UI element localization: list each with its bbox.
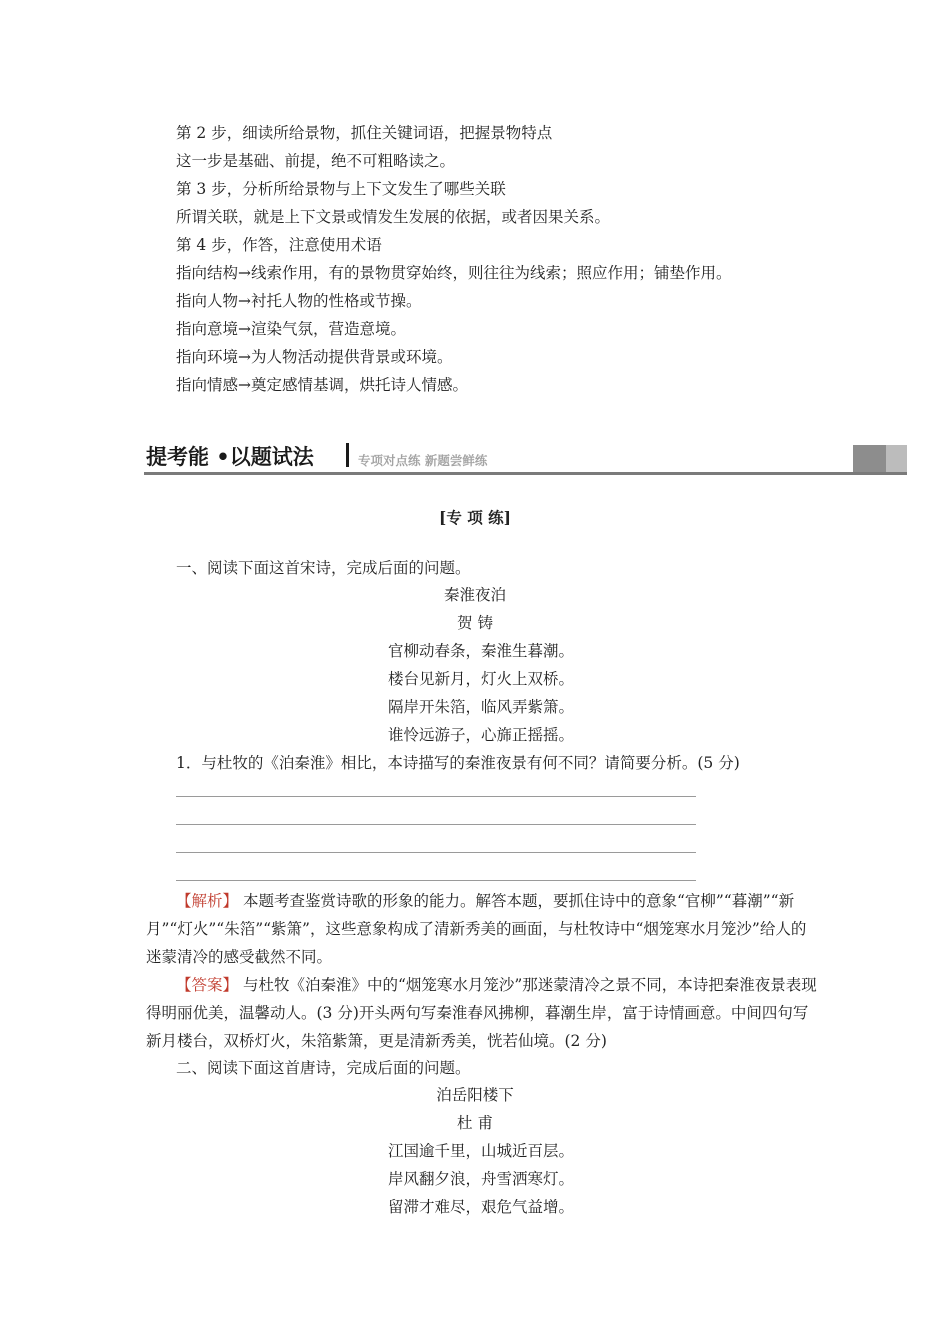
q2-poem-author: 杜 甫: [457, 1114, 493, 1132]
q1-question: 1．与杜牧的《泊秦淮》相比，本诗描写的秦淮夜景有何不同？请简要分析。(5 分): [176, 754, 740, 772]
q1-poem-author: 贺 铸: [457, 614, 493, 632]
q1-prompt: 一、阅读下面这首宋诗，完成后面的问题。: [176, 559, 471, 577]
banner-divider: [346, 443, 349, 467]
banner-block-dark: [853, 445, 886, 472]
intro-line: 指向结构→线索作用，有的景物贯穿始终，则往往为线索；照应作用；铺垫作用。: [176, 264, 732, 282]
q1-poem-line: 谁怜远游子，心旆正摇摇。: [388, 726, 575, 744]
analysis-text: 本题考查鉴赏诗歌的形象的能力。解答本题，要抓住诗中的意象“官柳”“暮潮”“新月”“灯火”“朱箔”“紫箫”，这些意象构成了清新秀美的画面，与杜牧诗中“烟笼寒水月笼沙”给人的迷蒙清冷的感受截然不同。: [146, 892, 807, 966]
banner-rule: [144, 472, 907, 475]
q2-poem-line: 岸风翻夕浪，舟雪洒寒灯。: [388, 1170, 575, 1188]
q2-poem-title: 泊岳阳楼下: [436, 1086, 514, 1104]
banner-block-light: [886, 445, 907, 472]
answer-blank-line: [176, 824, 696, 825]
q2-poem-line: 留滞才难尽，艰危气益增。: [388, 1198, 575, 1216]
analysis-label: 【解析】: [176, 892, 239, 910]
answer-blank-line: [176, 852, 696, 853]
q2-poem-line: 江国逾千里，山城近百层。: [388, 1142, 575, 1160]
intro-line: 指向意境→渲染气氛，营造意境。: [176, 320, 406, 338]
intro-line: 指向环境→为人物活动提供背景或环境。: [176, 348, 453, 366]
intro-line: 这一步是基础、前提，绝不可粗略读之。: [176, 152, 456, 170]
banner-title: 提考能 •以题试法: [146, 445, 314, 469]
answer-label: 【答案】: [176, 976, 239, 994]
q1-poem-line: 官柳动春条，秦淮生暮潮。: [388, 642, 575, 660]
answer-blank-line: [176, 880, 696, 881]
q1-analysis: [146, 887, 820, 971]
intro-line: 第 4 步，作答，注意使用术语: [176, 236, 382, 254]
intro-line: 指向人物→衬托人物的性格或节操。: [176, 292, 422, 310]
intro-line: 指向情感→奠定感情基调，烘托诗人情感。: [176, 376, 468, 394]
banner-subtitle: 专项对点练 新题尝鲜练: [358, 453, 488, 468]
q1-poem-line: 楼台见新月，灯火上双桥。: [388, 670, 575, 688]
section-heading: [专 项 练]: [439, 508, 511, 527]
answer-text: 与杜牧《泊秦淮》中的“烟笼寒水月笼沙”那迷蒙清冷之景不同，本诗把秦淮夜景表现得明丽优美，温馨动人。(3 分)开头两句写秦淮春风拂柳，暮潮生岸，富于诗情画意。中间四句写新月楼台，双桥灯火，朱箔紫箫，更是清新秀美，恍若仙境。(2 分): [146, 976, 817, 1050]
q1-poem-line: 隔岸开朱箔，临风弄紫箫。: [388, 698, 575, 716]
intro-line: 所谓关联，就是上下文景或情发生发展的依据，或者因果关系。: [176, 208, 611, 226]
q1-answer: [146, 971, 820, 1055]
q2-prompt: 二、阅读下面这首唐诗，完成后面的问题。: [176, 1059, 471, 1077]
answer-blank-line: [176, 796, 696, 797]
intro-line: 第 2 步，细读所给景物，抓住关键词语，把握景物特点: [176, 124, 553, 142]
q1-poem-title: 秦淮夜泊: [443, 586, 506, 604]
intro-line: 第 3 步，分析所给景物与上下文发生了哪些关联: [176, 180, 506, 198]
